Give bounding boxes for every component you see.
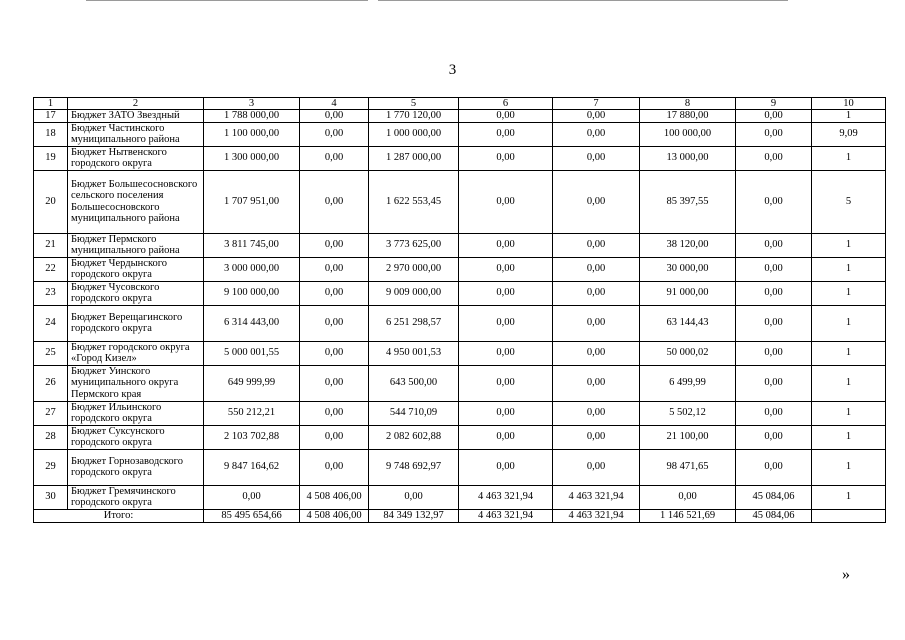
value-cell: 0,00 bbox=[459, 233, 553, 257]
total-cell: 4 463 321,94 bbox=[459, 509, 553, 522]
value-cell: 0,00 bbox=[300, 146, 369, 170]
value-cell: 1 788 000,00 bbox=[204, 110, 300, 123]
budget-name-cell: Бюджет городского округа «Город Кизел» bbox=[68, 341, 204, 365]
value-cell: 0,00 bbox=[553, 449, 640, 485]
total-cell: 4 508 406,00 bbox=[300, 509, 369, 522]
row-number-cell: 19 bbox=[34, 146, 68, 170]
value-cell: 0,00 bbox=[736, 110, 812, 123]
value-cell: 0,00 bbox=[736, 257, 812, 281]
value-cell: 0,00 bbox=[553, 425, 640, 449]
value-cell: 0,00 bbox=[553, 401, 640, 425]
value-cell: 0,00 bbox=[736, 122, 812, 146]
value-cell: 4 463 321,94 bbox=[553, 485, 640, 509]
value-cell: 9 847 164,62 bbox=[204, 449, 300, 485]
column-header: 1 bbox=[34, 98, 68, 110]
budget-name-cell: Бюджет Большесосновского сельского поселения Большесосновского муниципального района bbox=[68, 170, 204, 233]
column-header: 2 bbox=[68, 98, 204, 110]
value-cell: 1 bbox=[812, 341, 886, 365]
row-number-cell: 25 bbox=[34, 341, 68, 365]
value-cell: 17 880,00 bbox=[640, 110, 736, 123]
value-cell: 1 bbox=[812, 485, 886, 509]
value-cell: 6 314 443,00 bbox=[204, 305, 300, 341]
total-cell: 45 084,06 bbox=[736, 509, 812, 522]
budget-name-cell: Бюджет Чусовского городского округа bbox=[68, 281, 204, 305]
budget-name-cell: Бюджет Частинского муниципального района bbox=[68, 122, 204, 146]
value-cell: 3 811 745,00 bbox=[204, 233, 300, 257]
value-cell: 550 212,21 bbox=[204, 401, 300, 425]
value-cell: 0,00 bbox=[300, 401, 369, 425]
table-row bbox=[34, 170, 886, 233]
value-cell: 0,00 bbox=[553, 146, 640, 170]
value-cell: 0,00 bbox=[553, 257, 640, 281]
value-cell: 1 bbox=[812, 425, 886, 449]
value-cell: 0,00 bbox=[736, 341, 812, 365]
value-cell: 0,00 bbox=[300, 281, 369, 305]
value-cell: 9 100 000,00 bbox=[204, 281, 300, 305]
value-cell: 544 710,09 bbox=[369, 401, 459, 425]
value-cell: 0,00 bbox=[459, 146, 553, 170]
table-row bbox=[34, 485, 886, 509]
value-cell: 0,00 bbox=[459, 365, 553, 401]
value-cell: 0,00 bbox=[736, 401, 812, 425]
value-cell: 0,00 bbox=[459, 281, 553, 305]
value-cell: 0,00 bbox=[459, 305, 553, 341]
value-cell: 0,00 bbox=[300, 365, 369, 401]
value-cell: 1 770 120,00 bbox=[369, 110, 459, 123]
budget-name-cell: Бюджет ЗАТО Звездный bbox=[68, 110, 204, 123]
row-number-cell: 20 bbox=[34, 170, 68, 233]
value-cell: 21 100,00 bbox=[640, 425, 736, 449]
budget-name-cell: Бюджет Гремячинского городского округа bbox=[68, 485, 204, 509]
value-cell: 1 bbox=[812, 110, 886, 123]
value-cell: 0,00 bbox=[553, 305, 640, 341]
row-number-cell: 26 bbox=[34, 365, 68, 401]
value-cell: 0,00 bbox=[369, 485, 459, 509]
row-number-cell: 24 bbox=[34, 305, 68, 341]
column-header: 8 bbox=[640, 98, 736, 110]
value-cell: 0,00 bbox=[459, 122, 553, 146]
value-cell: 0,00 bbox=[553, 170, 640, 233]
column-header: 10 bbox=[812, 98, 886, 110]
value-cell: 0,00 bbox=[736, 233, 812, 257]
column-header: 3 bbox=[204, 98, 300, 110]
value-cell: 3 000 000,00 bbox=[204, 257, 300, 281]
value-cell: 4 508 406,00 bbox=[300, 485, 369, 509]
value-cell: 0,00 bbox=[640, 485, 736, 509]
value-cell: 0,00 bbox=[459, 401, 553, 425]
value-cell: 0,00 bbox=[553, 365, 640, 401]
value-cell: 1 100 000,00 bbox=[204, 122, 300, 146]
value-cell: 1 287 000,00 bbox=[369, 146, 459, 170]
value-cell: 0,00 bbox=[300, 110, 369, 123]
scan-top-line-left bbox=[86, 0, 368, 1]
value-cell: 0,00 bbox=[300, 341, 369, 365]
page-number: 3 bbox=[448, 62, 457, 78]
value-cell: 0,00 bbox=[459, 257, 553, 281]
value-cell: 9 748 692,97 bbox=[369, 449, 459, 485]
table-row bbox=[34, 122, 886, 146]
table-row bbox=[34, 449, 886, 485]
total-label: Итого: bbox=[34, 509, 204, 522]
value-cell: 2 082 602,88 bbox=[369, 425, 459, 449]
value-cell: 30 000,00 bbox=[640, 257, 736, 281]
value-cell: 0,00 bbox=[459, 170, 553, 233]
budget-name-cell: Бюджет Пермского муниципального района bbox=[68, 233, 204, 257]
value-cell: 2 103 702,88 bbox=[204, 425, 300, 449]
table-row bbox=[34, 110, 886, 123]
value-cell: 1 bbox=[812, 233, 886, 257]
total-cell: 85 495 654,66 bbox=[204, 509, 300, 522]
value-cell: 649 999,99 bbox=[204, 365, 300, 401]
value-cell: 0,00 bbox=[300, 170, 369, 233]
total-cell: 84 349 132,97 bbox=[369, 509, 459, 522]
value-cell: 0,00 bbox=[736, 281, 812, 305]
value-cell: 0,00 bbox=[553, 233, 640, 257]
closing-quote-mark: » bbox=[842, 566, 850, 583]
budget-name-cell: Бюджет Суксунского городского округа bbox=[68, 425, 204, 449]
budget-name-cell: Бюджет Верещагинского городского округа bbox=[68, 305, 204, 341]
value-cell: 38 120,00 bbox=[640, 233, 736, 257]
value-cell: 3 773 625,00 bbox=[369, 233, 459, 257]
value-cell: 0,00 bbox=[736, 305, 812, 341]
row-number-cell: 22 bbox=[34, 257, 68, 281]
value-cell: 1 bbox=[812, 401, 886, 425]
value-cell: 4 463 321,94 bbox=[459, 485, 553, 509]
value-cell: 0,00 bbox=[300, 305, 369, 341]
value-cell: 2 970 000,00 bbox=[369, 257, 459, 281]
value-cell: 1 bbox=[812, 449, 886, 485]
value-cell: 5 bbox=[812, 170, 886, 233]
column-header: 7 bbox=[553, 98, 640, 110]
value-cell: 0,00 bbox=[736, 425, 812, 449]
column-header: 4 bbox=[300, 98, 369, 110]
table-row bbox=[34, 425, 886, 449]
value-cell: 98 471,65 bbox=[640, 449, 736, 485]
table-row bbox=[34, 257, 886, 281]
row-number-cell: 17 bbox=[34, 110, 68, 123]
value-cell: 6 251 298,57 bbox=[369, 305, 459, 341]
value-cell: 0,00 bbox=[300, 122, 369, 146]
total-row bbox=[34, 509, 886, 522]
budget-name-cell: Бюджет Уинского муниципального округа Пермского края bbox=[68, 365, 204, 401]
row-number-cell: 23 bbox=[34, 281, 68, 305]
value-cell: 13 000,00 bbox=[640, 146, 736, 170]
value-cell: 100 000,00 bbox=[640, 122, 736, 146]
value-cell: 0,00 bbox=[553, 281, 640, 305]
value-cell: 0,00 bbox=[553, 110, 640, 123]
value-cell: 5 502,12 bbox=[640, 401, 736, 425]
table-row bbox=[34, 281, 886, 305]
value-cell: 0,00 bbox=[736, 146, 812, 170]
value-cell: 6 499,99 bbox=[640, 365, 736, 401]
value-cell: 1 000 000,00 bbox=[369, 122, 459, 146]
value-cell: 0,00 bbox=[459, 425, 553, 449]
row-number-cell: 28 bbox=[34, 425, 68, 449]
table-row bbox=[34, 233, 886, 257]
value-cell: 9,09 bbox=[812, 122, 886, 146]
value-cell: 9 009 000,00 bbox=[369, 281, 459, 305]
column-header: 9 bbox=[736, 98, 812, 110]
budget-distribution-table bbox=[33, 97, 886, 523]
value-cell: 0,00 bbox=[459, 110, 553, 123]
value-cell: 91 000,00 bbox=[640, 281, 736, 305]
column-header: 5 bbox=[369, 98, 459, 110]
column-number-row bbox=[34, 98, 886, 110]
table-row bbox=[34, 365, 886, 401]
total-cell bbox=[812, 509, 886, 522]
row-number-cell: 29 bbox=[34, 449, 68, 485]
value-cell: 0,00 bbox=[459, 341, 553, 365]
value-cell: 0,00 bbox=[300, 233, 369, 257]
table-row bbox=[34, 305, 886, 341]
budget-name-cell: Бюджет Нытвенского городского округа bbox=[68, 146, 204, 170]
value-cell: 0,00 bbox=[553, 341, 640, 365]
value-cell: 0,00 bbox=[736, 449, 812, 485]
value-cell: 0,00 bbox=[300, 425, 369, 449]
budget-name-cell: Бюджет Чердынского городского округа bbox=[68, 257, 204, 281]
value-cell: 1 707 951,00 bbox=[204, 170, 300, 233]
value-cell: 85 397,55 bbox=[640, 170, 736, 233]
value-cell: 0,00 bbox=[300, 449, 369, 485]
value-cell: 0,00 bbox=[736, 365, 812, 401]
value-cell: 0,00 bbox=[204, 485, 300, 509]
value-cell: 1 bbox=[812, 305, 886, 341]
value-cell: 1 300 000,00 bbox=[204, 146, 300, 170]
value-cell: 0,00 bbox=[736, 170, 812, 233]
budget-name-cell: Бюджет Горнозаводского городского округа bbox=[68, 449, 204, 485]
total-cell: 4 463 321,94 bbox=[553, 509, 640, 522]
value-cell: 5 000 001,55 bbox=[204, 341, 300, 365]
column-header: 6 bbox=[459, 98, 553, 110]
value-cell: 643 500,00 bbox=[369, 365, 459, 401]
table-row bbox=[34, 401, 886, 425]
row-number-cell: 30 bbox=[34, 485, 68, 509]
value-cell: 4 950 001,53 bbox=[369, 341, 459, 365]
value-cell: 50 000,02 bbox=[640, 341, 736, 365]
total-cell: 1 146 521,69 bbox=[640, 509, 736, 522]
table-row bbox=[34, 146, 886, 170]
value-cell: 0,00 bbox=[553, 122, 640, 146]
value-cell: 1 bbox=[812, 146, 886, 170]
value-cell: 1 bbox=[812, 281, 886, 305]
row-number-cell: 21 bbox=[34, 233, 68, 257]
value-cell: 45 084,06 bbox=[736, 485, 812, 509]
value-cell: 0,00 bbox=[300, 257, 369, 281]
value-cell: 1 622 553,45 bbox=[369, 170, 459, 233]
table-row bbox=[34, 341, 886, 365]
value-cell: 63 144,43 bbox=[640, 305, 736, 341]
row-number-cell: 27 bbox=[34, 401, 68, 425]
scan-top-line-right bbox=[378, 0, 788, 1]
budget-name-cell: Бюджет Ильинского городского округа bbox=[68, 401, 204, 425]
value-cell: 1 bbox=[812, 365, 886, 401]
value-cell: 1 bbox=[812, 257, 886, 281]
value-cell: 0,00 bbox=[459, 449, 553, 485]
row-number-cell: 18 bbox=[34, 122, 68, 146]
